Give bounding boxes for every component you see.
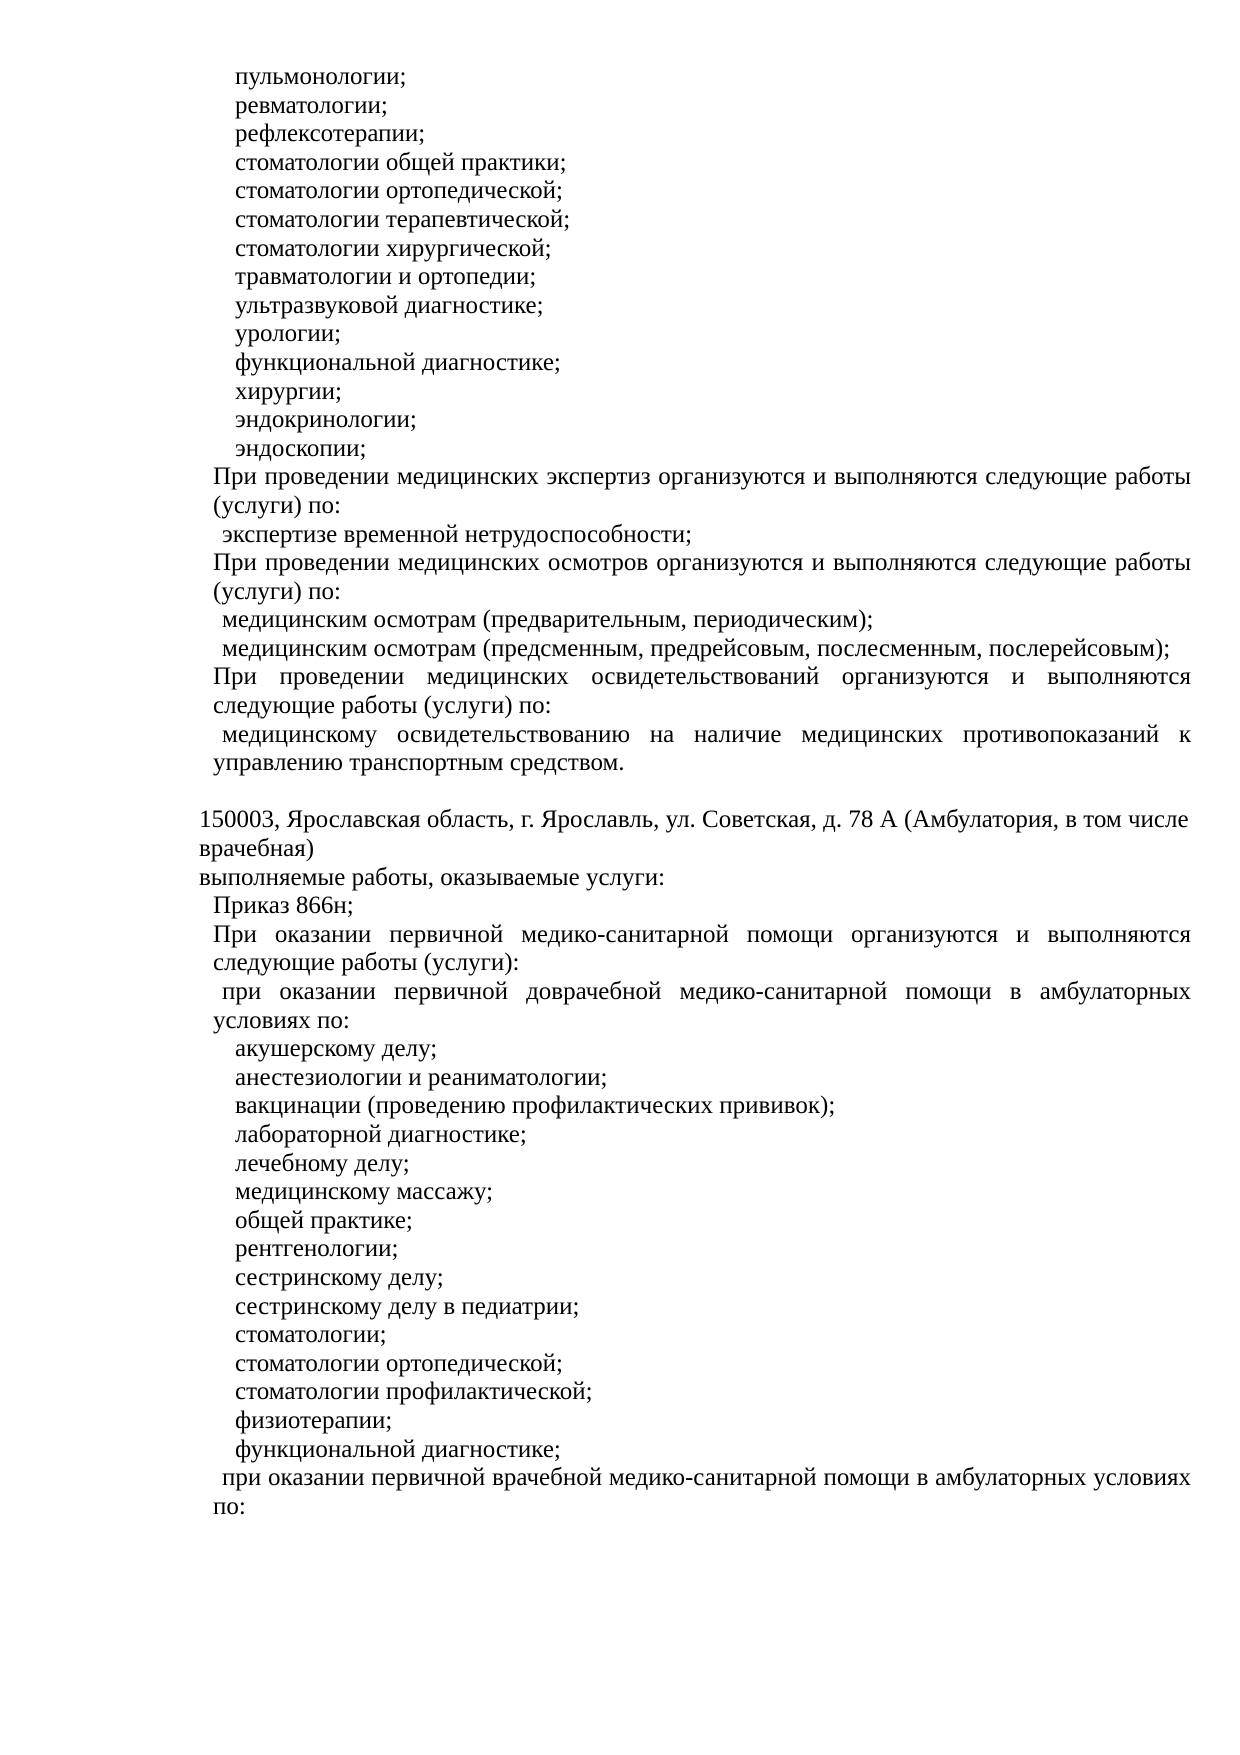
service-list-item: стоматологии ортопедической; [235,1349,563,1377]
service-list-item: пульмонологии; [235,63,407,90]
service-list-item: функциональной диагностике; [235,1435,561,1463]
service-list-item: рефлексотерапии; [235,120,426,148]
service-list-item: акушерскому делу; [235,1035,438,1063]
paragraph: Приказ 866н; [213,892,354,920]
service-list-item: эндокринологии; [235,406,417,434]
service-list-item: ультразвуковой диагностике; [235,291,544,319]
service-list-item: травматологии и ортопедии; [235,263,537,291]
service-list-item: стоматологии профилактической; [235,1378,593,1406]
service-list-item: урологии; [235,320,342,348]
paragraph: При проведении медицинских осмотров организуются и выполняются следующие работы (услуги) по: [213,549,1191,605]
service-list-item: сестринскому делу в педиатрии; [235,1292,580,1320]
service-sub-item: при оказании первичной доврачебной медико-санитарной помощи в амбулаторных условиях по: [213,978,1191,1034]
service-list-item: стоматологии общей практики; [235,148,567,176]
service-sub-item: медицинским осмотрам (предсменным, предрейсовым, послесменным, послерейсовым); [222,634,1171,662]
service-list-item: медицинскому массажу; [235,1178,494,1206]
service-list-item: стоматологии терапевтической; [235,205,571,233]
service-list-item: эндоскопии; [235,434,367,462]
document-content [199,63,1191,1521]
service-sub-item: при оказании первичной врачебной медико-санитарной помощи в амбулаторных условиях по: [213,1464,1191,1520]
service-list-item: рентгенологии; [235,1235,399,1263]
service-list-item: стоматологии ортопедической; [235,177,563,205]
blank-line [199,778,1191,807]
service-sub-item: медицинским осмотрам (предварительным, периодическим); [222,606,874,634]
service-sub-item: медицинскому освидетельствованию на наличие медицинских противопоказаний к управлению транспортным средством. [213,720,1191,777]
paragraph: При проведении медицинских экспертиз организуются и выполняются следующие работы (услуги) по: [213,463,1191,519]
paragraph: При оказании первичной медико-санитарной помощи организуются и выполняются следующие работы (услуги): [213,920,1191,977]
service-list-item: функциональной диагностике; [235,348,561,376]
service-sub-item: экспертизе временной нетрудоспособности; [222,520,693,548]
address-line: выполняемые работы, оказываемые услуги: [199,863,666,891]
paragraph: При проведении медицинских освидетельствований организуются и выполняются следующие работы (услуги) по: [213,663,1191,720]
service-list-item: хирургии; [235,377,343,405]
service-list-item: лабораторной диагностике; [235,1120,527,1148]
service-list-item: стоматологии; [235,1321,387,1349]
service-list-item: сестринскому делу; [235,1263,444,1291]
address-line: 150003, Ярославская область, г. Ярославль, ул. Советская, д. 78 А (Амбулатория, в том числе врачебная) [199,806,1189,863]
service-list-item: вакцинации (проведению профилактических прививок); [235,1092,836,1120]
service-list-item: общей практике; [235,1206,413,1234]
service-list-item: стоматологии хирургической; [235,234,552,262]
service-list-item: анестезиологии и реаниматологии; [235,1063,608,1091]
service-list-item: физиотерапии; [235,1406,393,1434]
service-list-item: лечебному делу; [235,1149,410,1177]
service-list-item: ревматологии; [235,91,388,119]
